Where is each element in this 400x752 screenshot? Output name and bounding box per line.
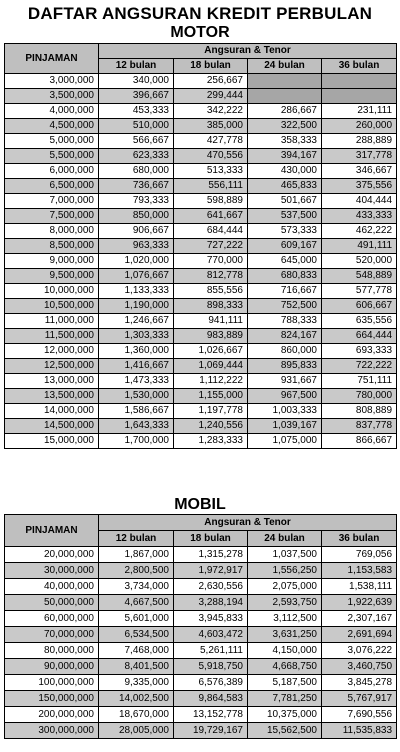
mobil-installment-cell: 2,075,000 <box>248 579 322 595</box>
motor-installment-cell <box>248 89 322 104</box>
mobil-installment-cell: 2,593,750 <box>248 595 322 611</box>
motor-table-row <box>5 179 397 194</box>
motor-installment-cell: 1,020,000 <box>99 254 174 269</box>
motor-installment-cell: 231,111 <box>322 104 397 119</box>
motor-table-row <box>5 104 397 119</box>
motor-table-row <box>5 239 397 254</box>
motor-installment-cell: 358,333 <box>248 134 322 149</box>
motor-table-row <box>5 344 397 359</box>
page-title: DAFTAR ANGSURAN KREDIT PERBULAN <box>27 4 373 23</box>
motor-installment-cell: 895,833 <box>248 359 322 374</box>
motor-table-row <box>5 194 397 209</box>
motor-installment-cell: 513,333 <box>174 164 248 179</box>
motor-installment-cell: 1,133,333 <box>99 284 174 299</box>
motor-installment-cell: 340,000 <box>99 74 174 89</box>
motor-loan-amount-cell: 11,000,000 <box>5 314 99 329</box>
motor-loan-amount-cell: 11,500,000 <box>5 329 99 344</box>
mobil-header-tenor: 18 bulan <box>174 531 248 547</box>
motor-installment-cell: 1,069,444 <box>174 359 248 374</box>
motor-installment-cell: 1,190,000 <box>99 299 174 314</box>
motor-installment-cell: 1,303,333 <box>99 329 174 344</box>
motor-installment-cell <box>322 89 397 104</box>
motor-installment-cell: 537,500 <box>248 209 322 224</box>
motor-table-row <box>5 254 397 269</box>
motor-table-body <box>5 74 397 449</box>
motor-installment-cell: 736,667 <box>99 179 174 194</box>
motor-loan-amount-cell: 12,500,000 <box>5 359 99 374</box>
motor-installment-cell: 501,667 <box>248 194 322 209</box>
motor-installment-cell: 1,039,167 <box>248 419 322 434</box>
mobil-installment-cell: 1,556,250 <box>248 563 322 579</box>
mobil-installment-cell: 18,670,000 <box>99 707 174 723</box>
motor-loan-amount-cell: 12,000,000 <box>5 344 99 359</box>
motor-installment-cell: 751,111 <box>322 374 397 389</box>
mobil-loan-amount-cell: 70,000,000 <box>5 627 99 643</box>
mobil-loan-amount-cell: 40,000,000 <box>5 579 99 595</box>
motor-installment-cell: 1,586,667 <box>99 404 174 419</box>
mobil-table-row <box>5 723 397 739</box>
motor-installment-cell: 342,222 <box>174 104 248 119</box>
mobil-installment-cell: 1,153,583 <box>322 563 397 579</box>
mobil-installment-cell: 4,668,750 <box>248 659 322 675</box>
mobil-installment-cell: 14,002,500 <box>99 691 174 707</box>
motor-installment-cell <box>322 74 397 89</box>
mobil-installment-cell: 2,800,500 <box>99 563 174 579</box>
mobil-installment-cell: 3,460,750 <box>322 659 397 675</box>
motor-installment-cell: 1,075,000 <box>248 434 322 449</box>
mobil-section-title: MOBIL <box>174 496 226 513</box>
mobil-installment-cell: 10,375,000 <box>248 707 322 723</box>
motor-installment-cell: 635,556 <box>322 314 397 329</box>
mobil-loan-amount-cell: 30,000,000 <box>5 563 99 579</box>
mobil-header-pinjaman: PINJAMAN <box>5 515 99 547</box>
motor-installment-cell: 722,222 <box>322 359 397 374</box>
mobil-installment-cell: 7,690,556 <box>322 707 397 723</box>
motor-installment-cell: 1,700,000 <box>99 434 174 449</box>
motor-table-row <box>5 299 397 314</box>
motor-installment-cell: 1,240,556 <box>174 419 248 434</box>
motor-table-row <box>5 284 397 299</box>
mobil-header-group: Angsuran & Tenor <box>99 515 397 531</box>
motor-installment-cell: 573,333 <box>248 224 322 239</box>
mobil-installment-cell: 3,734,000 <box>99 579 174 595</box>
motor-installment-cell: 941,111 <box>174 314 248 329</box>
motor-installment-cell: 623,333 <box>99 149 174 164</box>
motor-table-row <box>5 89 397 104</box>
mobil-installment-cell: 4,667,500 <box>99 595 174 611</box>
motor-installment-cell: 1,197,778 <box>174 404 248 419</box>
motor-installment-cell: 598,889 <box>174 194 248 209</box>
motor-table-row <box>5 164 397 179</box>
mobil-loan-amount-cell: 200,000,000 <box>5 707 99 723</box>
mobil-installment-cell: 3,076,222 <box>322 643 397 659</box>
motor-installment-cell: 462,222 <box>322 224 397 239</box>
motor-installment-cell: 606,667 <box>322 299 397 314</box>
mobil-loan-amount-cell: 300,000,000 <box>5 723 99 739</box>
motor-installment-cell <box>248 74 322 89</box>
mobil-table-row <box>5 659 397 675</box>
mobil-installment-cell: 4,603,472 <box>174 627 248 643</box>
motor-installment-cell: 963,333 <box>99 239 174 254</box>
motor-table-row <box>5 134 397 149</box>
motor-loan-amount-cell: 3,000,000 <box>5 74 99 89</box>
motor-header-tenor: 18 bulan <box>174 59 248 74</box>
mobil-table-row <box>5 691 397 707</box>
mobil-header-tenor: 24 bulan <box>248 531 322 547</box>
motor-table-row <box>5 359 397 374</box>
motor-installment-table <box>4 43 397 449</box>
motor-installment-cell: 1,026,667 <box>174 344 248 359</box>
motor-installment-cell: 470,556 <box>174 149 248 164</box>
motor-installment-cell: 931,667 <box>248 374 322 389</box>
motor-header-pinjaman: PINJAMAN <box>5 44 99 74</box>
motor-header-tenor: 12 bulan <box>99 59 174 74</box>
motor-loan-amount-cell: 6,500,000 <box>5 179 99 194</box>
mobil-installment-cell: 1,972,917 <box>174 563 248 579</box>
mobil-installment-cell: 7,468,000 <box>99 643 174 659</box>
motor-installment-cell: 1,283,333 <box>174 434 248 449</box>
motor-loan-amount-cell: 4,500,000 <box>5 119 99 134</box>
motor-loan-amount-cell: 7,000,000 <box>5 194 99 209</box>
motor-installment-cell: 465,833 <box>248 179 322 194</box>
motor-table-row <box>5 269 397 284</box>
motor-table-row <box>5 389 397 404</box>
mobil-header-tenor: 12 bulan <box>99 531 174 547</box>
mobil-installment-cell: 3,288,194 <box>174 595 248 611</box>
motor-loan-amount-cell: 10,500,000 <box>5 299 99 314</box>
motor-installment-cell: 808,889 <box>322 404 397 419</box>
motor-installment-cell: 577,778 <box>322 284 397 299</box>
motor-installment-cell: 346,667 <box>322 164 397 179</box>
mobil-installment-cell: 4,150,000 <box>248 643 322 659</box>
motor-table-row <box>5 224 397 239</box>
mobil-installment-cell: 5,601,000 <box>99 611 174 627</box>
motor-installment-cell: 609,167 <box>248 239 322 254</box>
mobil-table-row <box>5 611 397 627</box>
motor-installment-cell: 898,333 <box>174 299 248 314</box>
motor-installment-cell: 906,667 <box>99 224 174 239</box>
motor-installment-cell: 520,000 <box>322 254 397 269</box>
motor-table-row <box>5 119 397 134</box>
motor-installment-cell: 780,000 <box>322 389 397 404</box>
motor-installment-cell: 317,778 <box>322 149 397 164</box>
mobil-loan-amount-cell: 60,000,000 <box>5 611 99 627</box>
mobil-table-row <box>5 579 397 595</box>
motor-installment-cell: 716,667 <box>248 284 322 299</box>
mobil-installment-cell: 1,867,000 <box>99 547 174 563</box>
motor-installment-cell: 860,000 <box>248 344 322 359</box>
motor-loan-amount-cell: 5,000,000 <box>5 134 99 149</box>
mobil-table-row <box>5 627 397 643</box>
motor-installment-cell: 548,889 <box>322 269 397 284</box>
motor-loan-amount-cell: 15,000,000 <box>5 434 99 449</box>
mobil-table-body <box>5 547 397 739</box>
mobil-installment-cell: 19,729,167 <box>174 723 248 739</box>
mobil-header-tenor: 36 bulan <box>322 531 397 547</box>
motor-loan-amount-cell: 9,500,000 <box>5 269 99 284</box>
motor-installment-cell: 727,222 <box>174 239 248 254</box>
motor-loan-amount-cell: 4,000,000 <box>5 104 99 119</box>
motor-loan-amount-cell: 8,500,000 <box>5 239 99 254</box>
mobil-table-row <box>5 707 397 723</box>
motor-installment-cell: 664,444 <box>322 329 397 344</box>
motor-installment-cell: 788,333 <box>248 314 322 329</box>
motor-header-tenor: 24 bulan <box>248 59 322 74</box>
mobil-installment-cell: 3,631,250 <box>248 627 322 643</box>
motor-installment-cell: 645,000 <box>248 254 322 269</box>
motor-table-row <box>5 209 397 224</box>
mobil-loan-amount-cell: 80,000,000 <box>5 643 99 659</box>
motor-installment-cell: 641,667 <box>174 209 248 224</box>
motor-installment-cell: 566,667 <box>99 134 174 149</box>
mobil-installment-cell: 7,781,250 <box>248 691 322 707</box>
motor-installment-cell: 433,333 <box>322 209 397 224</box>
mobil-installment-cell: 3,845,278 <box>322 675 397 691</box>
mobil-installment-cell: 5,187,500 <box>248 675 322 691</box>
motor-loan-amount-cell: 6,000,000 <box>5 164 99 179</box>
motor-installment-cell: 812,778 <box>174 269 248 284</box>
mobil-loan-amount-cell: 150,000,000 <box>5 691 99 707</box>
motor-table-row <box>5 329 397 344</box>
mobil-installment-cell: 2,630,556 <box>174 579 248 595</box>
mobil-installment-cell: 769,056 <box>322 547 397 563</box>
motor-loan-amount-cell: 7,500,000 <box>5 209 99 224</box>
motor-installment-cell: 430,000 <box>248 164 322 179</box>
motor-installment-cell: 299,444 <box>174 89 248 104</box>
motor-installment-cell: 1,112,222 <box>174 374 248 389</box>
motor-installment-cell: 1,246,667 <box>99 314 174 329</box>
motor-installment-cell: 1,473,333 <box>99 374 174 389</box>
mobil-installment-cell: 5,767,917 <box>322 691 397 707</box>
motor-installment-cell: 396,667 <box>99 89 174 104</box>
motor-installment-cell: 1,530,000 <box>99 389 174 404</box>
motor-installment-cell: 556,111 <box>174 179 248 194</box>
mobil-installment-cell: 5,918,750 <box>174 659 248 675</box>
mobil-installment-cell: 3,945,833 <box>174 611 248 627</box>
motor-installment-cell: 375,556 <box>322 179 397 194</box>
motor-installment-cell: 1,076,667 <box>99 269 174 284</box>
mobil-installment-cell: 15,562,500 <box>248 723 322 739</box>
mobil-installment-table <box>4 514 397 739</box>
motor-installment-cell: 680,833 <box>248 269 322 284</box>
motor-loan-amount-cell: 10,000,000 <box>5 284 99 299</box>
motor-table-row <box>5 149 397 164</box>
mobil-loan-amount-cell: 100,000,000 <box>5 675 99 691</box>
motor-table-row <box>5 314 397 329</box>
mobil-installment-cell: 3,112,500 <box>248 611 322 627</box>
motor-installment-cell: 1,155,000 <box>174 389 248 404</box>
motor-loan-amount-cell: 13,000,000 <box>5 374 99 389</box>
motor-installment-cell: 680,000 <box>99 164 174 179</box>
mobil-installment-cell: 28,005,000 <box>99 723 174 739</box>
mobil-table-row <box>5 643 397 659</box>
motor-loan-amount-cell: 14,500,000 <box>5 419 99 434</box>
motor-installment-cell: 824,167 <box>248 329 322 344</box>
motor-loan-amount-cell: 8,000,000 <box>5 224 99 239</box>
motor-loan-amount-cell: 14,000,000 <box>5 404 99 419</box>
mobil-installment-cell: 6,534,500 <box>99 627 174 643</box>
motor-installment-cell: 385,000 <box>174 119 248 134</box>
mobil-installment-cell: 2,307,167 <box>322 611 397 627</box>
mobil-table-row <box>5 595 397 611</box>
mobil-installment-cell: 1,922,639 <box>322 595 397 611</box>
motor-installment-cell: 322,500 <box>248 119 322 134</box>
motor-installment-cell: 1,643,333 <box>99 419 174 434</box>
mobil-installment-cell: 11,535,833 <box>322 723 397 739</box>
motor-installment-cell: 983,889 <box>174 329 248 344</box>
mobil-table-row <box>5 675 397 691</box>
mobil-table-row <box>5 547 397 563</box>
mobil-installment-cell: 1,538,111 <box>322 579 397 595</box>
motor-loan-amount-cell: 3,500,000 <box>5 89 99 104</box>
mobil-installment-cell: 8,401,500 <box>99 659 174 675</box>
motor-installment-cell: 491,111 <box>322 239 397 254</box>
motor-table-row <box>5 74 397 89</box>
mobil-loan-amount-cell: 50,000,000 <box>5 595 99 611</box>
motor-table-row <box>5 404 397 419</box>
motor-installment-cell: 427,778 <box>174 134 248 149</box>
motor-installment-cell: 510,000 <box>99 119 174 134</box>
motor-installment-cell: 967,500 <box>248 389 322 404</box>
motor-installment-cell: 260,000 <box>322 119 397 134</box>
motor-installment-cell: 850,000 <box>99 209 174 224</box>
motor-installment-cell: 256,667 <box>174 74 248 89</box>
motor-header-tenor: 36 bulan <box>322 59 397 74</box>
mobil-installment-cell: 1,315,278 <box>174 547 248 563</box>
motor-table-row <box>5 434 397 449</box>
motor-header-group: Angsuran & Tenor <box>99 44 397 59</box>
motor-installment-cell: 793,333 <box>99 194 174 209</box>
motor-loan-amount-cell: 13,500,000 <box>5 389 99 404</box>
motor-installment-cell: 394,167 <box>248 149 322 164</box>
motor-installment-cell: 1,003,333 <box>248 404 322 419</box>
motor-installment-cell: 404,444 <box>322 194 397 209</box>
motor-installment-cell: 453,333 <box>99 104 174 119</box>
mobil-installment-cell: 6,576,389 <box>174 675 248 691</box>
motor-loan-amount-cell: 5,500,000 <box>5 149 99 164</box>
motor-installment-cell: 684,444 <box>174 224 248 239</box>
mobil-loan-amount-cell: 20,000,000 <box>5 547 99 563</box>
mobil-installment-cell: 13,152,778 <box>174 707 248 723</box>
mobil-installment-cell: 5,261,111 <box>174 643 248 659</box>
motor-installment-cell: 1,416,667 <box>99 359 174 374</box>
motor-loan-amount-cell: 9,000,000 <box>5 254 99 269</box>
mobil-installment-cell: 2,691,694 <box>322 627 397 643</box>
motor-installment-cell: 288,889 <box>322 134 397 149</box>
motor-section-title: MOTOR <box>170 24 230 41</box>
motor-installment-cell: 866,667 <box>322 434 397 449</box>
motor-installment-cell: 693,333 <box>322 344 397 359</box>
motor-installment-cell: 770,000 <box>174 254 248 269</box>
motor-installment-cell: 286,667 <box>248 104 322 119</box>
mobil-table-row <box>5 563 397 579</box>
motor-installment-cell: 837,778 <box>322 419 397 434</box>
mobil-installment-cell: 1,037,500 <box>248 547 322 563</box>
mobil-installment-cell: 9,335,000 <box>99 675 174 691</box>
motor-installment-cell: 855,556 <box>174 284 248 299</box>
mobil-loan-amount-cell: 90,000,000 <box>5 659 99 675</box>
motor-installment-cell: 752,500 <box>248 299 322 314</box>
mobil-installment-cell: 9,864,583 <box>174 691 248 707</box>
motor-table-row <box>5 374 397 389</box>
motor-table-row <box>5 419 397 434</box>
motor-installment-cell: 1,360,000 <box>99 344 174 359</box>
